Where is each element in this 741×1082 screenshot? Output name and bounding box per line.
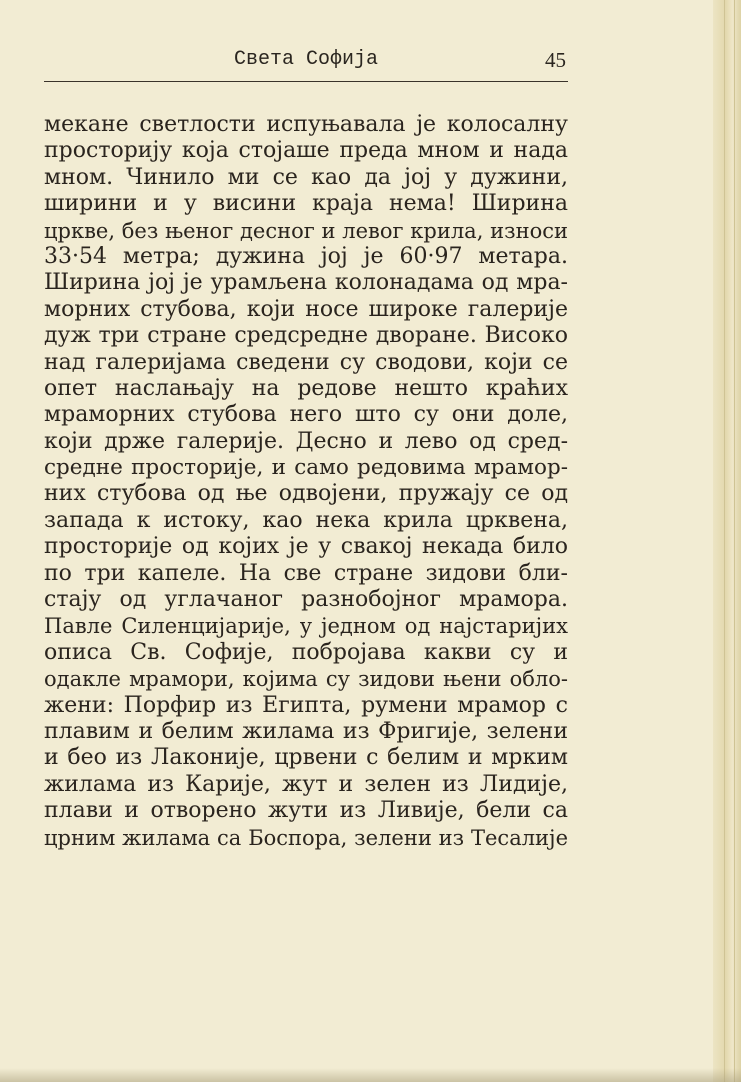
text-line: црним жилама са Боспора, зелени из Тесалије — [44, 825, 568, 850]
text-line: них стубова од ње одвојени, пружају се од — [44, 481, 568, 507]
running-title: Света Софија — [233, 48, 379, 71]
page-number: 45 — [545, 48, 566, 72]
text-line: ширини и у висини краја нема! Ширина — [44, 191, 568, 217]
page-edge-line — [724, 0, 725, 1082]
page-bottom-shadow — [0, 1068, 741, 1082]
text-line: жилама из Карије, жут и зелен из Лидије, — [44, 771, 568, 797]
text-line: просторије од којих је у свакој некада било — [44, 534, 568, 560]
text-line: опет наслањају на редове нешто краћих — [44, 375, 568, 401]
text-line: и бео из Лаконије, црвени с белим и мрким — [44, 745, 568, 771]
text-line: стају од углачаног разнобојног мрамора. — [44, 587, 568, 613]
text-line: морних стубова, који носе широке галерије — [44, 296, 568, 322]
text-line: по три капеле. На све стране зидови бли- — [44, 560, 568, 586]
text-line: цркве, без њеног десног и левог крила, износи — [44, 218, 568, 243]
body-text — [44, 112, 568, 851]
text-line: мраморних стубова него што су они доле, — [44, 402, 568, 428]
text-line: над галеријама сведени су сводови, који се — [44, 349, 568, 375]
text-line: 33·54 метра; дужина јој је 60·97 метара. — [44, 243, 568, 269]
page-header — [44, 46, 568, 86]
page-edge-line — [734, 0, 735, 1082]
text-line: плави и отворено жути из Ливије, бели са — [44, 798, 568, 824]
text-line: мекане светлости испуњавала је колосалну — [44, 112, 568, 137]
page-edge — [713, 0, 741, 1082]
header-rule — [44, 81, 568, 82]
text-line: Ширина јој је урамљена колонадама од мра- — [44, 270, 568, 296]
text-line: средне просторије, и само редовима мрамор- — [44, 455, 568, 481]
text-line: жени: Порфир из Египта, румени мрамор с — [44, 692, 568, 718]
text-line: запада к истоку, као нека крила црквена, — [44, 507, 568, 533]
text-line: просторију која стојаше преда мном и нада — [44, 138, 568, 164]
text-line: који држе галерије. Десно и лево од сред- — [44, 428, 568, 454]
text-line: мном. Чинило ми се као да јој у дужини, — [44, 164, 568, 190]
text-line: плавим и белим жилама из Фригије, зелени — [44, 718, 568, 744]
text-line: описа Св. Софије, побројава какви су и — [44, 639, 568, 665]
text-line: одакле мрамори, којима су зидови њени обло- — [44, 667, 568, 692]
text-line: дуж три стране средсредне дворане. Високо — [44, 323, 568, 349]
text-line: Павле Силенцијарије, у једном од најстаријих — [44, 614, 568, 639]
